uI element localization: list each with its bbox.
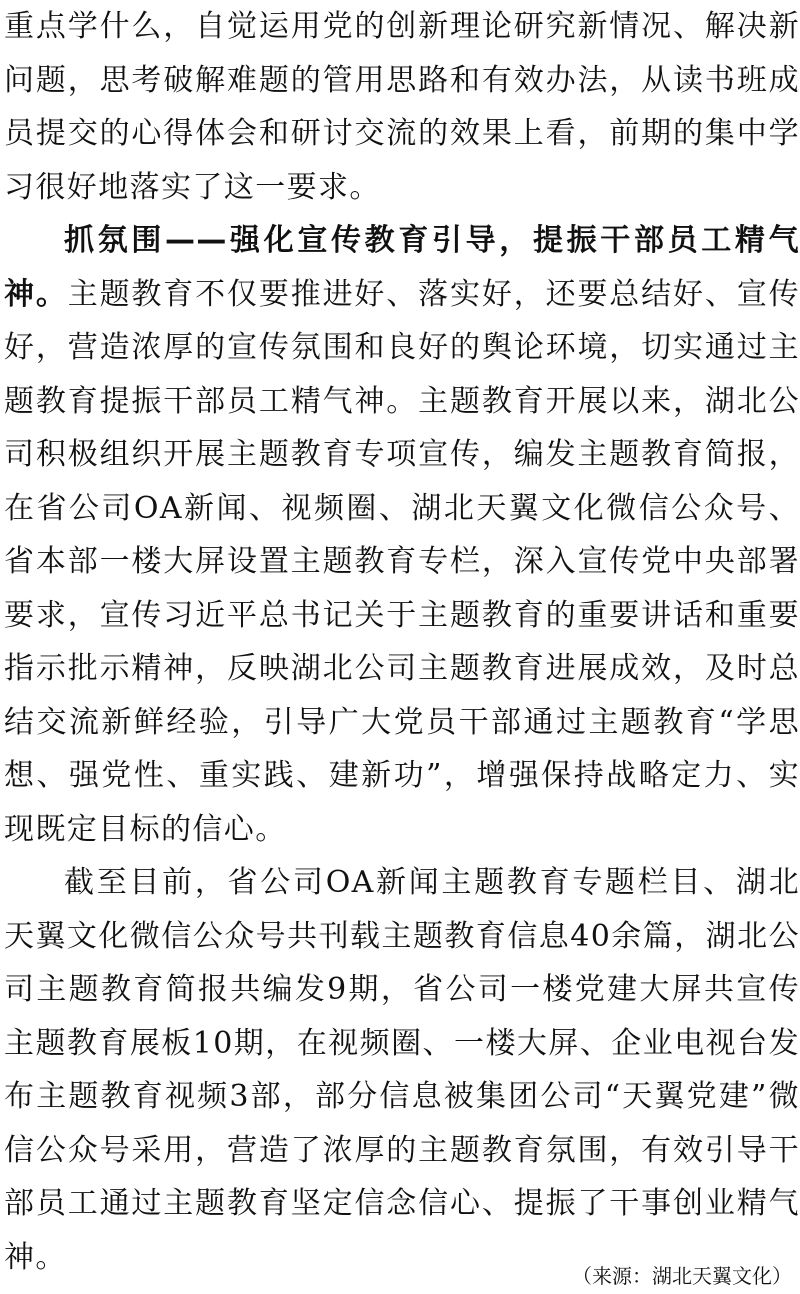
source-note: （来源：湖北天翼文化） [572, 1264, 792, 1288]
paragraph-3-text: 截至目前，省公司OA新闻主题教育专题栏目、湖北天翼文化微信公众号共刊载主题教育信息40余篇，湖北公司主题教育简报共编发9期，省公司一楼党建大屏共宣传主题教育展板10期，在视频圈、一楼大屏、企业电视台发布主题教育视频3部，部分信息被集团公司“天翼党建”微信公众号采用，营造了浓厚的主题教育氛围，有效引导干部员工通过主题教育坚定信念信心、提振了干事创业精气神。 [4, 865, 800, 1275]
paragraph-2-lead: 抓氛围——强化宣传教育引导，提振干部员工精气神。 [4, 223, 800, 312]
paragraph-2-text: 主题教育不仅要推进好、落实好，还要总结好、宣传好，营造浓厚的宣传氛围和良好的舆论环境，切实通过主题教育提振干部员工精气神。主题教育开展以来，湖北公司积极组织开展主题教育专项宣传，编发主题教育简报，在省公司OA新闻、视频圈、湖北天翼文化微信公众号、省本部一楼大屏设置主题教育专栏，深入宣传党中央部署要求，宣传习近平总书记关于主题教育的重要讲话和重要指示批示精神，反映湖北公司主题教育进展成效，及时总结交流新鲜经验，引导广大党员干部通过主题教育“学思想、强党性、重实践、建新功”，增强保持战略定力、实现既定目标的信心。 [4, 276, 800, 847]
paragraph-2 [4, 214, 800, 856]
paragraph-1 [4, 0, 800, 214]
paragraph-1-text: 重点学什么，自觉运用党的创新理论研究新情况、解决新问题，思考破解难题的管用思路和有效办法，从读书班成员提交的心得体会和研讨交流的效果上看，前期的集中学习很好地落实了这一要求。 [4, 9, 800, 205]
paragraph-3 [4, 856, 800, 1284]
